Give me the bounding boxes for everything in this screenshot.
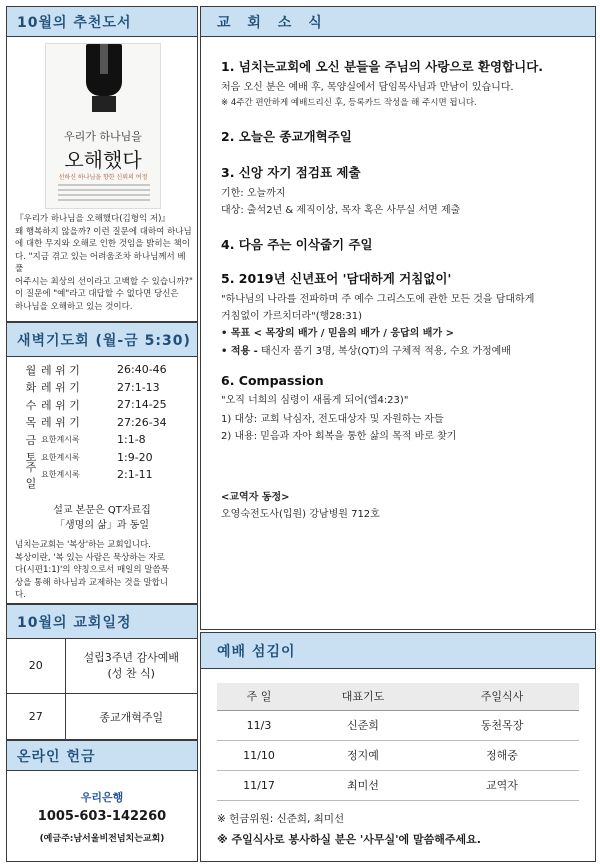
- worship-servers-panel: [200, 632, 596, 862]
- book-cover-image: [45, 43, 161, 209]
- list-item: 월 레 위 기 26:40-46: [25, 363, 167, 377]
- news-item-title: 2. 오늘은 종교개혁주일: [221, 129, 352, 144]
- boksang-description: 넘치는교회는 '복상'하는 교회입니다. 복상이란, '복 있는 사람은 묵상하는 자로 다(시편1:1)'의 약칭으로서 매일의 말씀묵 상을 통해 하나님과 교제하는 것을 말합니 다.: [15, 540, 169, 600]
- suit-figure-icon: [86, 44, 122, 96]
- table-row: 11/17 최미선 교역자: [217, 770, 579, 800]
- table-row: 27 종교개혁주일: [7, 693, 197, 740]
- table-row: 11/10 정지예 정해중: [217, 740, 579, 770]
- news-item-title: 3. 신앙 자기 점검표 제출: [221, 165, 361, 180]
- news-item-title: 1. 넘치는교회에 오신 분들을 주님의 사랑으로 환영합니다.: [221, 59, 544, 74]
- list-item: 화 레 위 기 27:1-13: [25, 380, 160, 395]
- offering-committee-note: ※ 헌금위원: 신준희, 최미선: [217, 813, 345, 825]
- bible-reading-list: [21, 361, 191, 490]
- cover-text-lines: [58, 184, 150, 204]
- meal-volunteer-note: ※ 주일식사로 봉사하실 분은 '사무실'에 말씀해주세요.: [217, 833, 481, 846]
- list-item: 금 요한계시록 1:1-8: [25, 433, 146, 447]
- account-number: 1005-603-142260: [37, 809, 167, 824]
- book-description: 『우리가 하나님을 오해했다(김형익 저)』 왜 행복하지 않을까? 이런 질문에 대하여 하나님 에 대한 무지와 오해로 인한 것임을 밝히는 책이 다. "지금 겪고 있는 어려움조차 하나님께서 베풀 어주시는 최상의 선이라고 고백할 수 있습니까?" 이 질문에 "예"라고 대답할 수 없다면 당신은 하나님을 오해하고 있는 것이다.: [15, 214, 193, 312]
- sermon-note: 설교 본문은 QT자료집 「생명의 삶」과 동일: [53, 505, 151, 531]
- staff-news-line: 오영숙전도사(입원) 강남병원 712호: [221, 509, 380, 520]
- table-header-row: 주 일 대표기도 주일식사: [217, 683, 579, 710]
- news-item-title: 5. 2019년 신년표어 '담대하게 거침없이': [221, 271, 452, 286]
- table-row: 11/3 신준희 동천목장: [217, 710, 579, 740]
- book-panel: [6, 6, 198, 322]
- schedule-panel: [6, 604, 198, 740]
- cover-title-2: 오해했다: [64, 148, 142, 172]
- account-holder: (예금주:남서울비전넘치는교회): [39, 834, 165, 844]
- list-item: 토 요한계시록 1:9-20: [25, 450, 153, 465]
- online-offering-header: 온라인 헌금: [7, 741, 197, 771]
- list-item: 목 레 위 기 27:26-34: [25, 415, 167, 430]
- staff-news-title: <교역자 동정>: [221, 492, 290, 503]
- schedule-table: [7, 639, 197, 740]
- cover-title-1: 우리가 하나님을: [64, 130, 142, 143]
- dawn-prayer-header: 새벽기도회 (월-금 5:30): [7, 323, 197, 357]
- church-news-header: 교 회 소 식: [201, 7, 595, 37]
- book-header: 10월의 추천도서: [7, 7, 197, 37]
- list-item: 주일 요한계시록 2:1-11: [25, 460, 153, 490]
- motto-apply: • 적용 - 태신자 품기 3명, 복상(QT)의 구체적 적용, 수요 가정예배: [221, 346, 511, 357]
- church-news-panel: [200, 6, 596, 630]
- servers-table: [217, 683, 579, 801]
- news-item-title: 6. Compassion: [221, 373, 324, 388]
- cover-subtitle: 선하신 하나님을 향한 신뢰의 여정: [58, 174, 148, 181]
- news-item-title: 4. 다음 주는 이삭줍기 주일: [221, 237, 373, 252]
- list-item: 수 레 위 기 27:14-25: [25, 398, 167, 412]
- church-news-body: 1. 넘치는교회에 오신 분들을 주님의 사랑으로 환영합니다. 처음 오신 분은 예배 후, 목양실에서 담임목사님과 만남이 있습니다. ※ 4주간 편안하게 예배드리신 후, 등록카드 작성을 해 주시면 됩니다. 2. 오늘은 종교개혁주일 3. 신앙 자기 점검표 제출 기한: 오늘까지 대상: 출석2년 & 제직이상, 목자 혹은 사무실 서면 제출 4. 다음 주는 이삭줍기 주일 5. 2019년 신년표어 '담대하게 거침없이' "하나님의 나라를 전파하며 주 예수 그리스도에 관한 모든 것을 담대하게 거침없이 가르치더라"(행28:31) • 목표 < 목장의 배가 / 믿음의 배가 / 응답의 배가 > • 적용 - 태신자 품기 3명, 복상(QT)의 구체적 적용, 수요 가정예배 6. Compassion "오직 너희의 심령이 새롭게 되어(엡4:23)" 1) 대상: 교회 낙심자, 전도대상자 및 자원하는 자들 2) 내용: 믿음과 자아 회복을 통한 삶의 목적 바로 찾기 <교역자 동정> 오영숙전도사(입원) 강남병원 712호: [221, 57, 591, 523]
- dawn-prayer-panel: [6, 322, 198, 604]
- worship-servers-header: 예배 섬김이: [201, 633, 595, 669]
- bank-name: 우리은행: [80, 791, 124, 804]
- table-row: 20 설립3주년 감사예배 (성 찬 식): [7, 639, 197, 693]
- motto-goal: • 목표 < 목장의 배가 / 믿음의 배가 / 응답의 배가 >: [221, 328, 454, 339]
- schedule-header: 10월의 교회일정: [7, 605, 197, 639]
- online-offering-panel: [6, 740, 198, 862]
